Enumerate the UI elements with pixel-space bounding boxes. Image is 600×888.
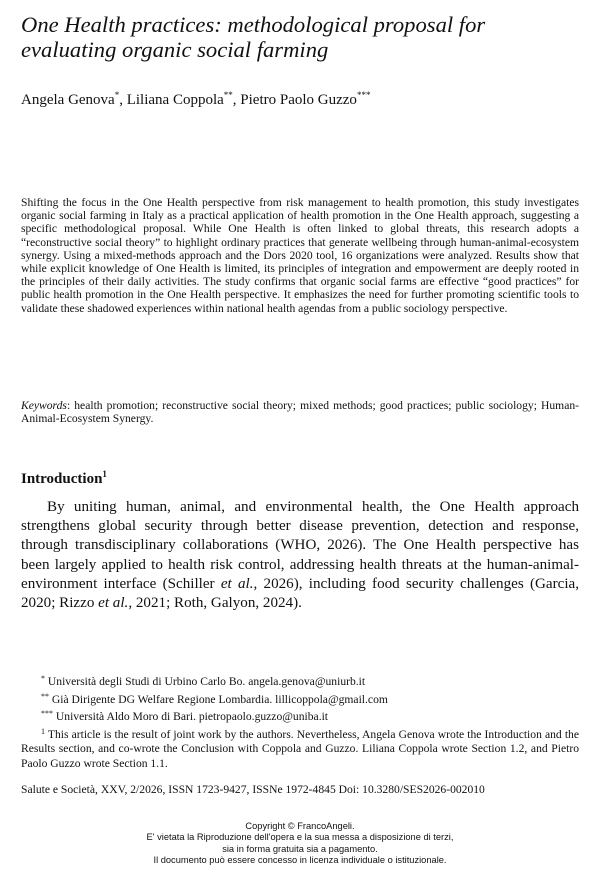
footnote-mark: 1 — [41, 726, 45, 736]
footnote-mark: ** — [41, 691, 49, 701]
copyright-line: Copyright © FrancoAngeli. — [245, 821, 355, 831]
intro-text: , 2026), including food security challenges (Garcia, 2020; Rizzo — [21, 575, 579, 612]
copyright-line: Il documento può essere concesso in licenza individuale o istituzionale. — [153, 854, 447, 865]
footnote-text: Già Dirigente DG Welfare Regione Lombardia. lillicoppola@gmail.com — [49, 692, 388, 706]
section-heading — [21, 465, 107, 488]
author-separator: , — [119, 92, 127, 108]
section-heading-text: Introduction — [21, 471, 103, 487]
keywords — [21, 399, 579, 425]
et-al: et al. — [98, 595, 129, 612]
author-mark: ** — [223, 90, 233, 100]
copyright-notice — [21, 821, 579, 866]
footnote-mark: * — [41, 674, 45, 683]
author-name: Angela Genova — [21, 92, 115, 108]
author-mark: * — [114, 90, 120, 100]
author-list — [21, 86, 370, 109]
footnote — [21, 672, 579, 690]
intro-text: , 2021; Roth, Galyon, 2024). — [128, 595, 302, 612]
intro-text: By uniting human, animal, and environmental health, the One Health approach strengthens global security through better disease prevention, detection and response, through transdisciplinary collaborations (WHO, 2026). The One Health perspective has been largely applied to health risk control, addressing health threats at the human-animal-environment interface (Schiller — [21, 499, 579, 592]
intro-paragraph — [21, 498, 579, 613]
footnote — [21, 725, 579, 772]
keywords-text: : health promotion; reconstructive social theory; mixed methods; good practices; public sociology; Human-Animal-Ecosystem Synergy. — [21, 399, 579, 426]
footnote — [21, 690, 579, 708]
footnote-text: Università Aldo Moro di Bari. pietropaolo.guzzo@uniba.it — [53, 710, 329, 723]
copyright-line: E' vietata la Riproduzione dell'opera e la sua messa a disposizione di terzi, — [146, 832, 454, 843]
footnote-ref: 1 — [102, 469, 107, 479]
abstract: Shifting the focus in the One Health perspective from risk management to health promotion, this study investigates organic social farming in Italy as a practical application of health promotion in the One Health approach, suggesting a specific methodological proposal. While One Health is often linked to global threats, this research adopts a “reconstructive social theory” to highlight ordinary practices that generate wellbeing through human-animal-ecosystem synergy. Using a mixed-methods approach and the Dors 2020 tool, 16 organizations were analyzed. Results show that while explicit knowledge of One Health is limited, its principles of integration and empowerment are deeply rooted in the principles of their daily activities. The study confirms that organic social farms are effective “good practices” for public health promotion in the One Health perspective. It emphasizes the need for further promoting scientific tools to validate these shadowed experiences within national health agendas from a public sociology perspective. — [21, 196, 579, 315]
author-separator: , — [232, 92, 241, 108]
footnotes — [21, 672, 579, 771]
author-name: Liliana Coppola — [126, 92, 224, 108]
et-al: et al. — [220, 575, 254, 592]
copyright-line: sia in forma gratuita sia a pagamento. — [222, 843, 378, 854]
author-mark: *** — [356, 90, 371, 100]
journal-citation: Salute e Società, XXV, 2/2026, ISSN 1723-9427, ISSNe 1972-4845 Doi: 10.3280/SES2026-002010 — [21, 783, 485, 796]
keywords-label: Keywords — [21, 399, 67, 412]
footnote-mark: *** — [41, 709, 53, 718]
title-line-1: One Health practices: methodological proposal for — [21, 12, 486, 37]
title-line-2: evaluating organic social farming — [21, 37, 329, 62]
footnote-text: Università degli Studi di Urbino Carlo Bo. angela.genova@uniurb.it — [45, 675, 366, 688]
author-name: Pietro Paolo Guzzo — [240, 92, 357, 108]
paper-title — [21, 12, 579, 62]
footnote-text: This article is the result of joint work by the authors. Nevertheless, Angela Genova wrote the Introduction and the Results section, and co-wrote the Conclusion with Coppola and Guzzo. Liliana Coppola wrote Section 1.2, and Pietro Paolo Guzzo wrote Section 1.1. — [21, 727, 579, 770]
footnote — [21, 707, 579, 725]
